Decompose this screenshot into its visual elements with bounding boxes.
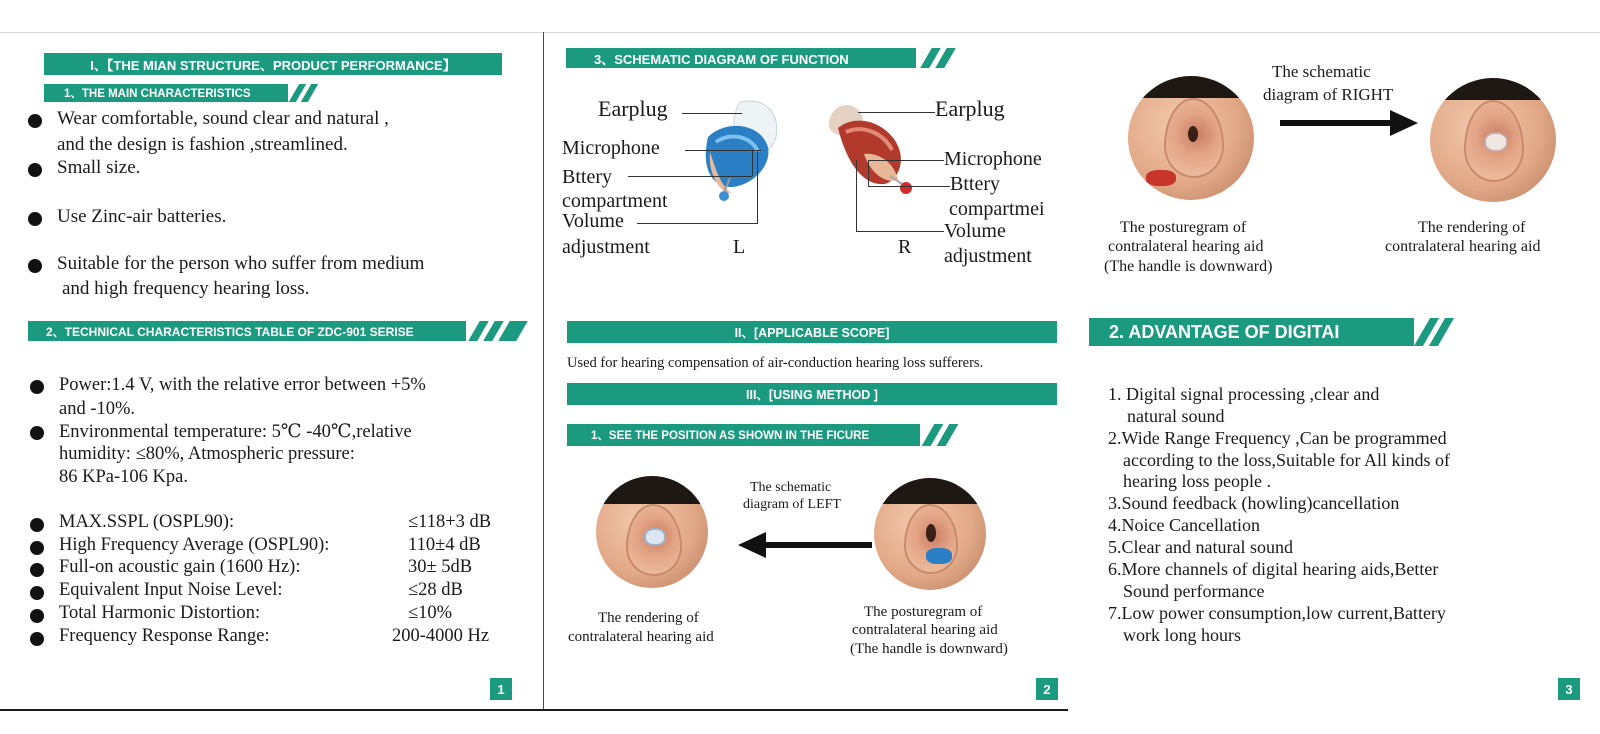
advantage-line: 3.Sound feedback (howling)cancellation: [1108, 493, 1400, 513]
caption-posture-3: (The handle is downward): [850, 641, 1008, 657]
arrow-left-icon: [738, 532, 766, 558]
label-volume-right: Volume: [944, 220, 1006, 242]
section-title-text: III、[USING METHOD ]: [746, 388, 878, 402]
bullet-icon: [28, 163, 42, 177]
hearing-aid-icon: [644, 528, 666, 546]
hearing-aid-icon: [1146, 170, 1176, 186]
leader-line: [868, 160, 944, 161]
advantage-line: 1. Digital signal processing ,clear and: [1108, 384, 1380, 404]
leader-line: [752, 150, 753, 176]
bullet-icon: [28, 259, 42, 273]
hair: [596, 476, 708, 504]
page-divider-1: [543, 32, 544, 710]
section-title-structure: [44, 53, 502, 75]
advantage-line: Sound performance: [1123, 581, 1265, 601]
characteristic-line: and the design is fashion ,streamlined.: [57, 134, 348, 155]
label-battery-right-2: compartmei: [949, 198, 1045, 220]
ear-posture-left-photo: [874, 478, 986, 590]
spec-label: Frequency Response Range:: [59, 626, 270, 646]
ear-rendering-right-photo: [1430, 78, 1556, 202]
label-side-right: R: [898, 236, 912, 258]
label-volume-left: Volume: [562, 210, 624, 232]
hair: [874, 478, 986, 504]
section-title-method: [567, 383, 1057, 405]
page-number: 3: [1558, 678, 1580, 700]
spec-label: High Frequency Average (OSPL90):: [59, 535, 330, 555]
spec-value: 110±4 dB: [408, 535, 481, 555]
hair: [1430, 78, 1556, 100]
bullet-icon: [28, 114, 42, 128]
label-microphone-left: Microphone: [562, 137, 660, 159]
advantage-line: natural sound: [1127, 406, 1225, 426]
leader-line: [868, 186, 950, 187]
bullet-icon: [30, 518, 44, 532]
spec-label: Equivalent Input Noise Level:: [59, 580, 283, 600]
arrow-shaft: [764, 542, 872, 548]
spec-label: Total Harmonic Distortion:: [59, 603, 261, 623]
caption-rendering: The rendering of: [598, 610, 699, 626]
label-battery-right: Bttery: [950, 173, 1000, 195]
caption-posture-2: contralateral hearing aid: [1108, 238, 1264, 255]
caption-posture-2: contralateral hearing aid: [852, 622, 998, 638]
section-title-scope: [567, 321, 1057, 343]
characteristic-line: Small size.: [57, 157, 141, 178]
arrow-right-icon: [1390, 110, 1418, 136]
caption-rendering: The rendering of: [1418, 219, 1526, 236]
tech-item-line: and -10%.: [59, 399, 136, 419]
advantage-line: 6.More channels of digital hearing aids,Better: [1108, 559, 1439, 579]
label-battery-left-2: compartment: [562, 190, 668, 212]
advantage-line: 2.Wide Range Frequency ,Can be programmed: [1108, 428, 1447, 448]
top-rule: [0, 32, 1600, 33]
leader-line: [682, 113, 742, 114]
subheading-see-position: [567, 424, 920, 446]
hair: [1128, 76, 1254, 98]
tech-item-line: Power:1.4 V, with the relative error between +5%: [59, 375, 426, 395]
label-earplug-right: Earplug: [935, 96, 1005, 121]
tech-item-line: Environmental temperature: 5℃ -40℃,relative: [59, 422, 412, 442]
subheading-main-characteristics: [44, 84, 288, 102]
subheading-technical-table: [28, 321, 466, 341]
arrow-shaft: [1280, 120, 1392, 126]
bullet-icon: [30, 541, 44, 555]
tech-item-line: 86 KPa-106 Kpa.: [59, 467, 188, 487]
label-side-left: L: [733, 236, 746, 258]
heading-text: 2. ADVANTAGE OF DIGITAI: [1109, 321, 1340, 342]
right-hearing-aid-illustration: [818, 98, 938, 198]
hearing-aid-icon: [926, 548, 952, 564]
label-adjustment-right: adjustment: [944, 245, 1032, 267]
left-hearing-aid-illustration: [680, 92, 790, 217]
label-adjustment-left: adjustment: [562, 236, 650, 258]
advantage-line: 5.Clear and natural sound: [1108, 537, 1293, 557]
bullet-icon: [30, 380, 44, 394]
spec-value: 30± 5dB: [408, 557, 473, 577]
slash-decoration: [498, 321, 528, 341]
caption-posture-3: (The handle is downward): [1104, 258, 1273, 275]
leader-line: [858, 112, 935, 113]
bullet-icon: [30, 563, 44, 577]
hearing-aid-icon: [1484, 132, 1508, 152]
spec-label: MAX.SSPL (OSPL90):: [59, 512, 235, 532]
section-title-text: I、【THE MIAN STRUCTURE、PRODUCT PERFORMANCE】: [90, 57, 456, 73]
ear-rendering-left-photo: [596, 476, 708, 588]
label-microphone-right: Microphone: [944, 148, 1042, 170]
leader-line: [856, 231, 944, 232]
caption-schematic-right: The schematic: [1272, 62, 1371, 81]
caption-rendering-2: contralateral hearing aid: [1385, 238, 1541, 255]
subheading-text: 2、TECHNICAL CHARACTERISTICS TABLE OF ZDC-901 SERISE: [46, 324, 414, 339]
spec-value: ≤118+3 dB: [408, 512, 492, 532]
caption-rendering-2: contralateral hearing aid: [568, 629, 714, 645]
caption-posture: The posturegram of: [1120, 219, 1247, 236]
ear-canal: [1188, 126, 1198, 142]
advantage-line: 7.Low power consumption,low current,Battery: [1108, 603, 1446, 623]
advantage-line: 4.Noice Cancellation: [1108, 515, 1260, 535]
label-earplug-left: Earplug: [598, 96, 668, 121]
caption-schematic-right-2: diagram of RIGHT: [1263, 85, 1394, 104]
leader-line: [628, 176, 752, 177]
caption-schematic-left: The schematic: [750, 480, 832, 495]
subheading-schematic-function: [566, 48, 916, 68]
section-title-text: II、[APPLICABLE SCOPE]: [734, 326, 890, 340]
characteristic-line: Use Zinc-air batteries.: [57, 206, 227, 227]
page-number: 2: [1036, 678, 1058, 700]
spec-value: ≤10%: [408, 603, 453, 623]
advantage-line: hearing loss people .: [1123, 471, 1271, 491]
leader-line: [868, 160, 869, 186]
bullet-icon: [30, 586, 44, 600]
tech-item-line: humidity: ≤80%, Atmospheric pressure:: [59, 444, 355, 464]
characteristic-line: Suitable for the person who suffer from medium: [57, 253, 425, 274]
bullet-icon: [30, 609, 44, 623]
spec-label: Full-on acoustic gain (1600 Hz):: [59, 557, 301, 577]
leader-line: [637, 223, 757, 224]
spec-value: ≤28 dB: [408, 580, 463, 600]
bullet-icon: [30, 426, 44, 440]
spec-value: 200-4000 Hz: [392, 626, 490, 646]
page-number: 1: [490, 678, 512, 700]
heading-advantage: [1089, 318, 1414, 346]
characteristic-line: and high frequency hearing loss.: [62, 278, 310, 299]
caption-posture: The posturegram of: [864, 604, 983, 620]
leader-line: [757, 150, 758, 224]
label-battery-left: Bttery: [562, 166, 612, 188]
ear-canal: [926, 524, 936, 542]
subheading-text: 3、SCHEMATIC DIAGRAM OF FUNCTION: [594, 51, 849, 67]
characteristic-line: Wear comfortable, sound clear and natural ,: [57, 108, 389, 129]
caption-schematic-left-2: diagram of LEFT: [743, 497, 841, 512]
ear-posture-right-photo: [1128, 76, 1254, 200]
bottom-rule: [0, 709, 1068, 711]
bullet-icon: [30, 632, 44, 646]
bullet-icon: [28, 212, 42, 226]
scope-text: Used for hearing compensation of air-conduction hearing loss sufferers.: [567, 355, 984, 371]
leader-line: [685, 150, 761, 151]
subheading-text: 1、SEE THE POSITION AS SHOWN IN THE FICURE: [591, 430, 870, 442]
subheading-text: 1、THE MAIN CHARACTERISTICS: [64, 88, 251, 100]
advantage-line: work long hours: [1123, 625, 1241, 645]
advantage-line: according to the loss,Suitable for All kinds of: [1123, 450, 1450, 470]
leader-line: [856, 160, 857, 231]
